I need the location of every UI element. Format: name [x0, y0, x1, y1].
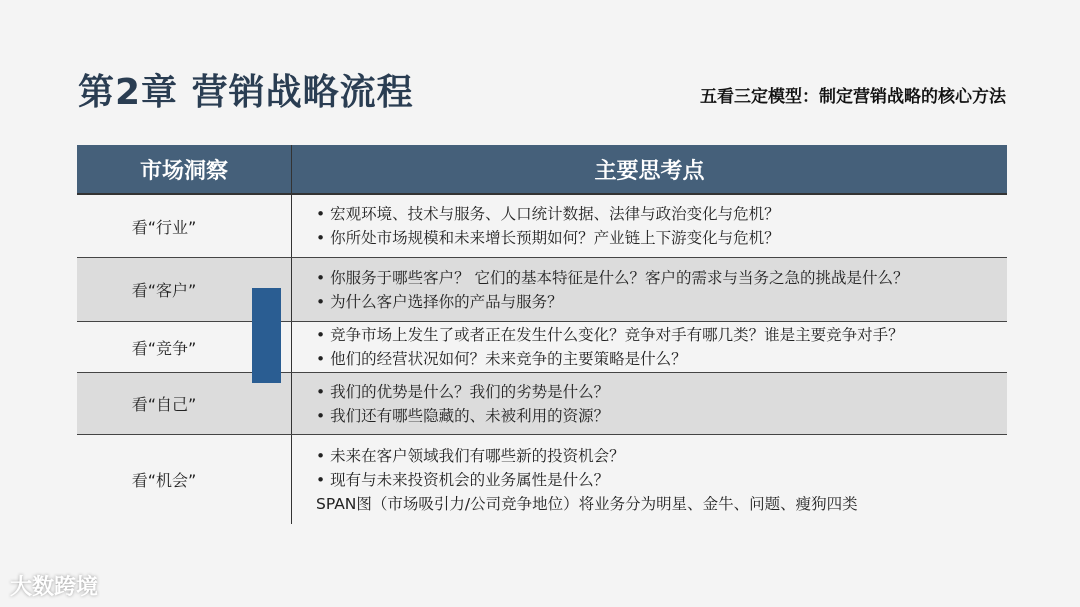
table-row [77, 435, 1007, 524]
point: • 为什么客户选择你的产品与服务？ [316, 290, 1007, 314]
span-note: SPAN图（市场吸引力/公司竞争地位）将业务分为明星、金牛、问题、瘦狗四类 [316, 494, 858, 513]
row-label: 看“客户” [77, 258, 292, 321]
table-row [77, 373, 1007, 435]
point: • 现有与未来投资机会的业务属性是什么？ [316, 468, 1007, 492]
page-title: 第2章 营销战略流程 [78, 72, 414, 113]
table-row [77, 258, 1007, 322]
row-label: 看“行业” [77, 195, 292, 257]
row-label: 看“机会” [77, 435, 292, 524]
point: • 你服务于哪些客户？ 它们的基本特征是什么？客户的需求与当务之急的挑战是什么？ [316, 266, 1007, 290]
point: • 竞争市场上发生了或者正在发生什么变化？竞争对手有哪几类？谁是主要竞争对手？ [316, 323, 1007, 347]
watermark-logo: 大数跨境 [10, 575, 99, 600]
point: • 宏观环境、技术与服务、人口统计数据、法律与政治变化与危机？ [316, 202, 1007, 226]
point: • 我们的优势是什么？我们的劣势是什么？ [316, 380, 1007, 404]
point: • 他们的经营状况如何？未来竞争的主要策略是什么？ [316, 347, 1007, 371]
table-row [77, 195, 1007, 258]
decorative-blue-bar [252, 288, 281, 383]
row-label: 看“竞争” [77, 322, 292, 372]
header-main-points: 主要思考点 [594, 158, 705, 184]
point: • 你所处市场规模和未来增长预期如何？产业链上下游变化与危机？ [316, 226, 1007, 250]
header-market-insight: 市场洞察 [77, 145, 292, 193]
row-label: 看“自己” [77, 373, 292, 434]
table-row [77, 322, 1007, 373]
five-looks-table [77, 145, 1007, 524]
point: • 未来在客户领域我们有哪些新的投资机会？ [316, 444, 1007, 468]
point: • 我们还有哪些隐藏的、未被利用的资源？ [316, 404, 1007, 428]
page-subtitle: 五看三定模型：制定营销战略的核心方法 [700, 87, 1006, 107]
table-header [77, 145, 1007, 195]
